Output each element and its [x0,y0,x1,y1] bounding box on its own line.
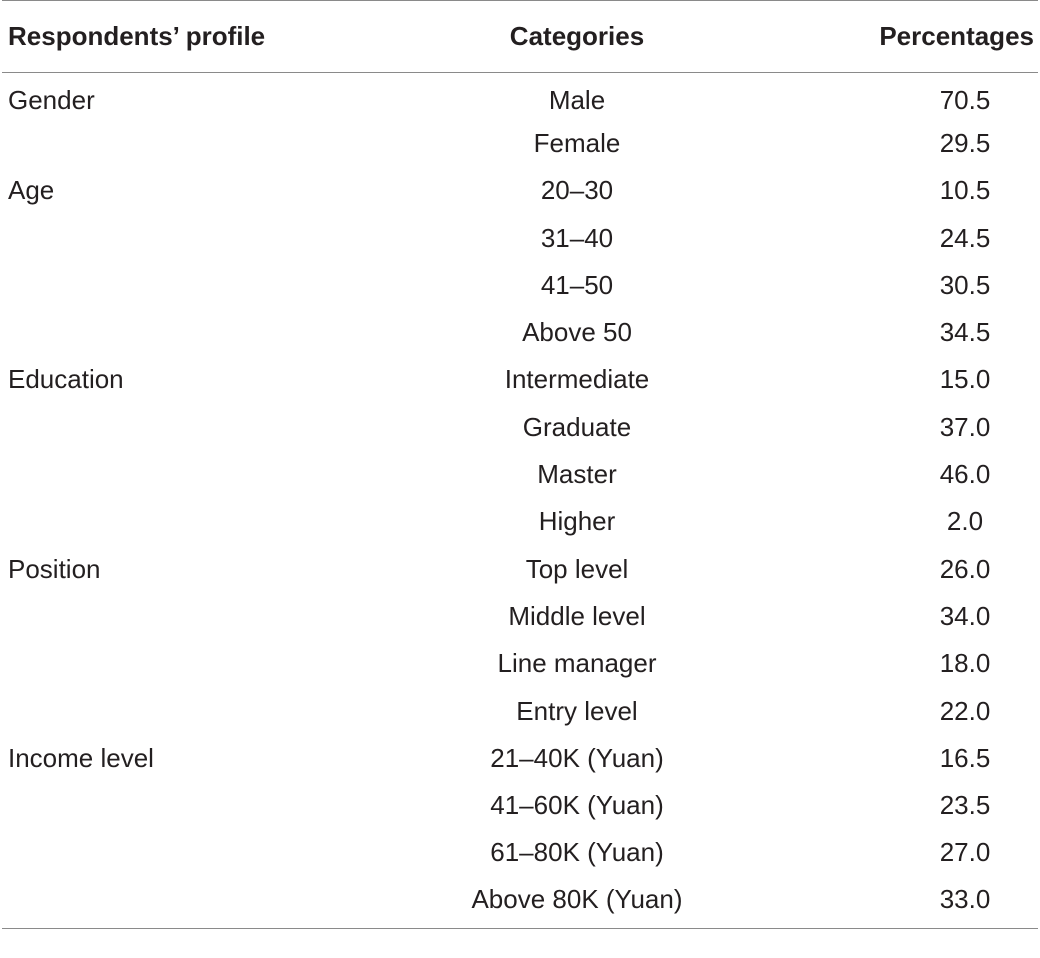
category-cell: 21–40K (Yuan) [490,742,664,773]
percentage-cell: 34.0 [939,600,991,631]
category-cell: Above 50 [522,317,632,348]
category-cell: Line manager [497,648,657,679]
profile-cell [2,498,302,545]
table-row [2,782,1038,829]
table-row [2,498,1038,545]
profile-cell [2,120,302,167]
table-row [2,356,1038,403]
profile-cell [2,404,302,451]
table-row [2,451,1038,498]
table-header [2,1,1038,73]
table-row [2,262,1038,309]
table-row [2,687,1038,734]
percentage-cell: 34.5 [939,317,991,348]
profile-cell [2,640,302,687]
percentage-cell: 33.0 [939,883,991,914]
percentage-cell: 29.5 [939,127,991,158]
percentage-cell: 70.5 [939,84,991,115]
category-cell: Above 80K (Yuan) [471,883,683,914]
percentage-cell: 2.0 [946,506,984,537]
percentage-cell: 27.0 [939,837,991,868]
profile-cell: Position [8,553,101,584]
profile-cell [2,593,302,640]
table-row [2,167,1038,214]
percentage-cell: 22.0 [939,695,991,726]
respondents-profile-table [2,0,1038,929]
table-body [2,73,1038,929]
profile-cell [2,687,302,734]
profile-cell [2,214,302,261]
table-row [2,593,1038,640]
category-cell: 61–80K (Yuan) [490,837,664,868]
percentage-cell: 15.0 [939,364,991,395]
profile-cell: Education [8,364,124,395]
header-row [2,1,1038,73]
percentage-cell: 23.5 [939,790,991,821]
profile-cell: Income level [8,742,154,773]
table-row [2,735,1038,782]
percentage-cell: 30.5 [939,269,991,300]
data-table [2,0,1038,929]
profile-cell [2,782,302,829]
category-cell: Higher [538,506,616,537]
table-row [2,214,1038,261]
category-cell: Intermediate [504,364,650,395]
category-cell: Master [537,459,617,490]
percentage-cell: 26.0 [939,553,991,584]
category-cell: Graduate [522,411,632,442]
category-cell: 41–50 [540,269,614,300]
percentage-cell: 16.5 [939,742,991,773]
category-cell: 20–30 [540,175,614,206]
percentage-cell: 24.5 [939,222,991,253]
table-row [2,877,1038,929]
table-row [2,545,1038,592]
percentage-cell: 46.0 [939,459,991,490]
table-row [2,309,1038,356]
category-cell: 41–60K (Yuan) [490,790,664,821]
percentage-cell: 18.0 [939,648,991,679]
percentage-cell: 37.0 [939,411,991,442]
category-cell: Entry level [516,695,638,726]
table-row [2,404,1038,451]
profile-cell [2,829,302,876]
percentage-cell: 10.5 [939,175,991,206]
category-cell: Male [548,84,606,115]
category-cell: Middle level [508,600,646,631]
header-percentages: Percentages [879,21,1034,51]
profile-cell [2,451,302,498]
category-cell: Female [533,127,621,158]
table-row [2,829,1038,876]
table-row [2,120,1038,167]
profile-cell [2,877,302,929]
header-profile: Respondents’ profile [8,21,266,51]
table-row [2,73,1038,120]
table-row [2,640,1038,687]
profile-cell: Age [8,175,55,206]
category-cell: 31–40 [540,222,614,253]
profile-cell [2,309,302,356]
header-categories: Categories [509,21,645,51]
category-cell: Top level [525,553,629,584]
profile-cell: Gender [8,84,95,115]
profile-cell [2,262,302,309]
